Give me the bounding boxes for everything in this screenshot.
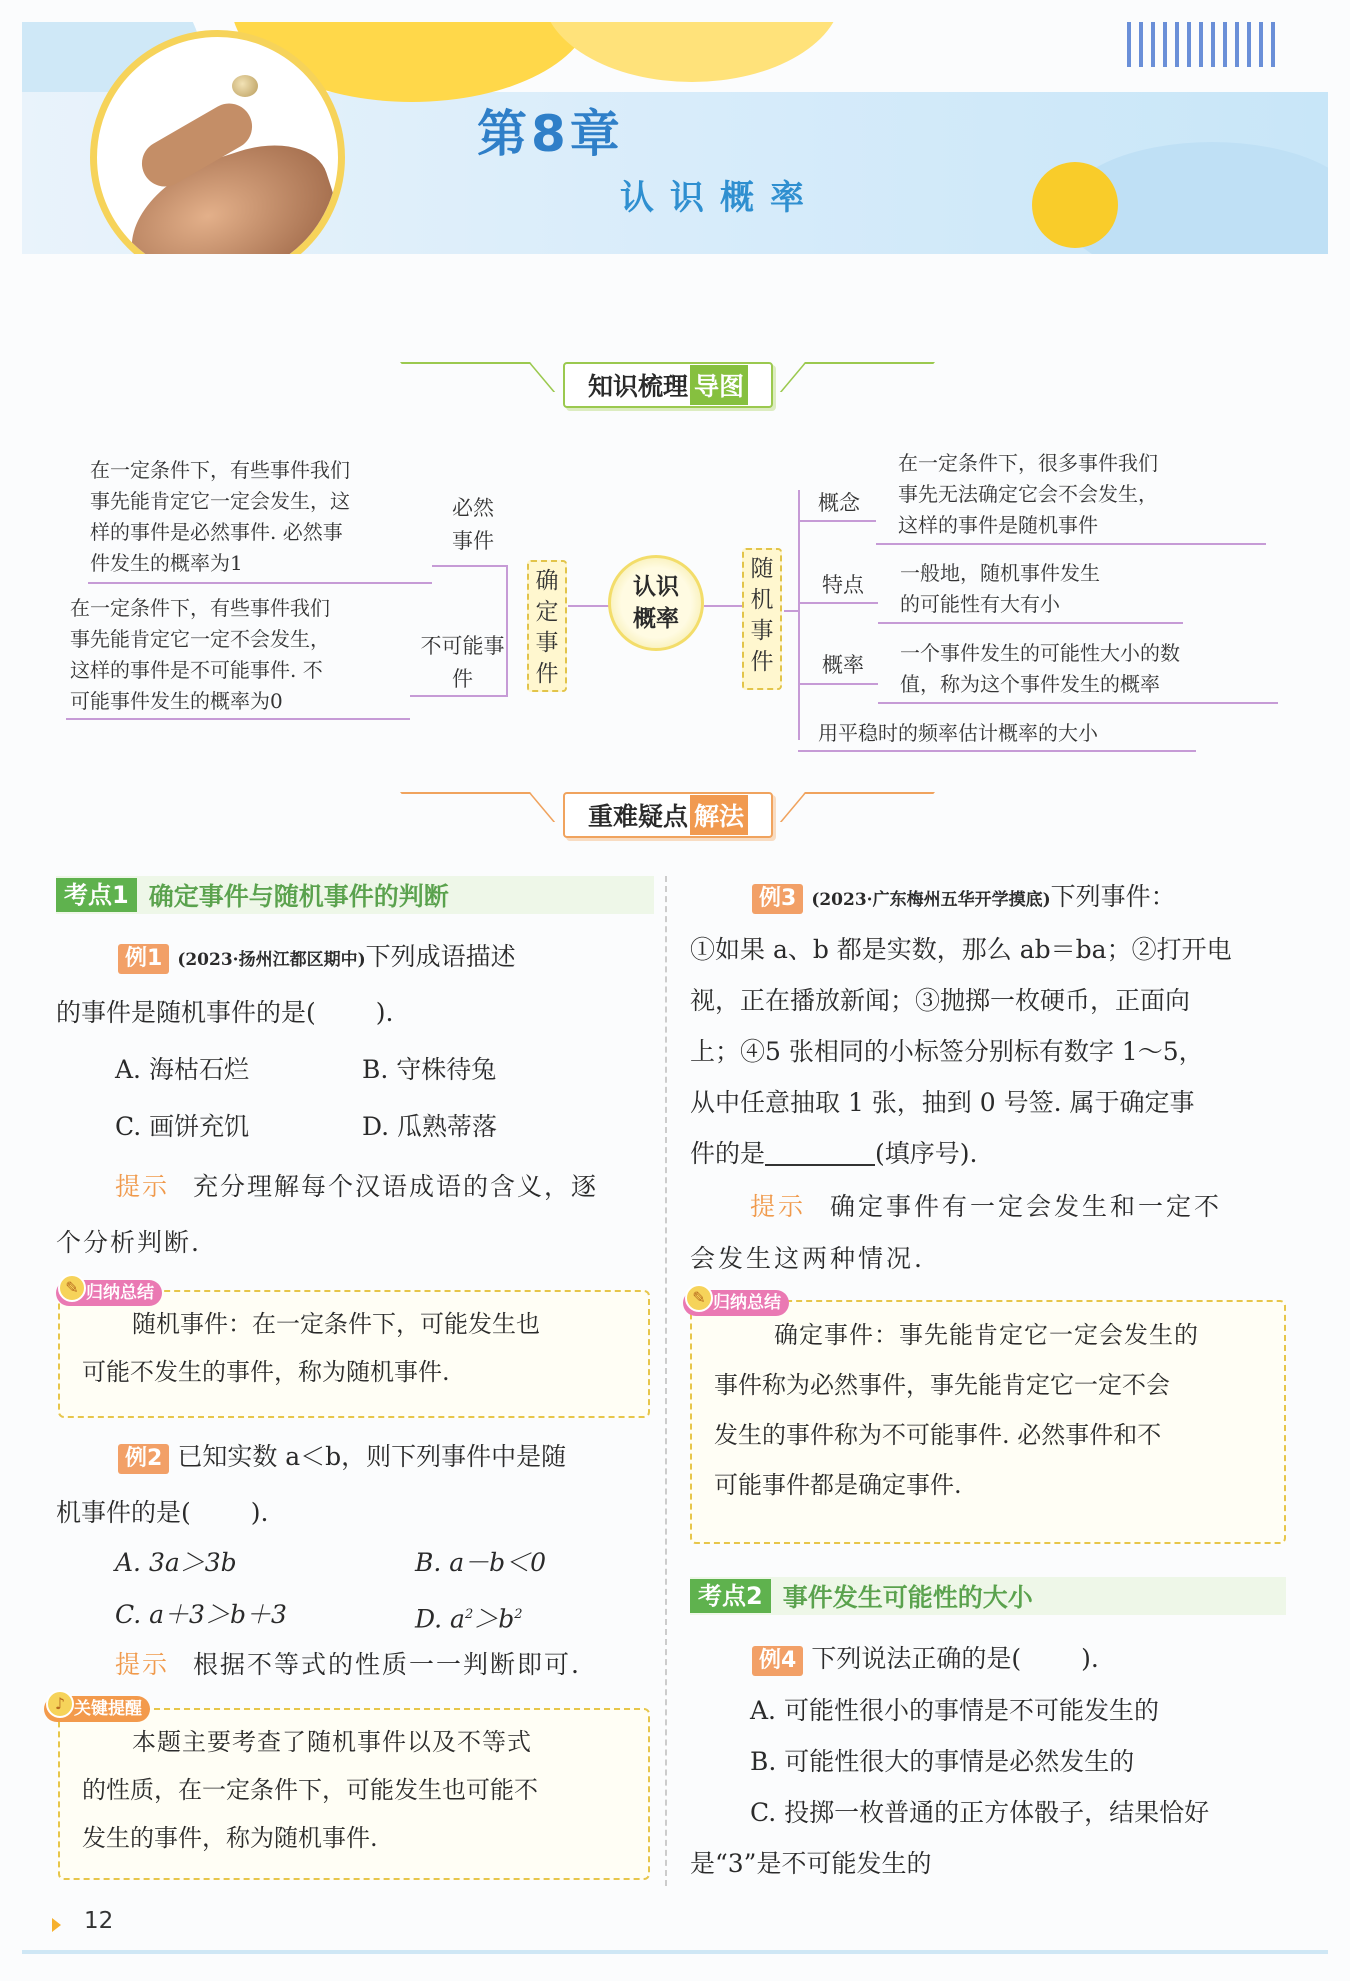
example-2-question-line1	[118, 1432, 566, 1482]
banner-line	[400, 362, 555, 392]
question-text: 机事件的是(	[56, 1498, 191, 1527]
example-1-hint-cont: 个分析判断.	[56, 1228, 201, 1257]
connector	[798, 520, 876, 522]
bell-icon: ♪	[46, 1690, 74, 1718]
example-badge: 例4	[752, 1646, 803, 1676]
section-banner-mindmap	[400, 362, 935, 412]
node-text: 确定事件	[535, 568, 559, 687]
tag-label: 关键提醒	[74, 1699, 142, 1719]
summary-text: 随机事件：在一定条件下，可能发生也	[132, 1310, 540, 1338]
question-text: 的事件是随机事件的是(	[56, 998, 316, 1027]
example-1-question-line2	[56, 988, 393, 1038]
hint-text: 确定事件有一定会发生和一定不	[830, 1192, 1223, 1221]
option-a: A. 3a＞3b	[115, 1548, 237, 1577]
question-text: ).	[250, 1498, 269, 1527]
connector	[878, 702, 1278, 704]
connector	[568, 605, 610, 607]
connector	[878, 622, 1183, 624]
probability-label: 概率	[822, 653, 864, 677]
option-c: C. 投掷一枚普通的正方体骰子，结果恰好	[750, 1798, 1210, 1827]
option-a: A. 海枯石烂	[115, 1055, 249, 1084]
text-line: 可能事件发生的概率为0	[70, 689, 283, 713]
estimate-text: 用平稳时的频率估计概率的大小	[818, 721, 1098, 745]
key-reminder-tag	[44, 1696, 150, 1722]
question-text: 下列说法正确的是(	[811, 1644, 1022, 1673]
summary-text: 确定事件：事先能肯定它一定会发生的	[774, 1321, 1199, 1349]
example-1-hint	[115, 1162, 598, 1212]
certain-event-text	[90, 455, 430, 579]
example-badge: 例2	[118, 1444, 169, 1474]
key-reminder-box	[58, 1708, 650, 1880]
question-text: (填序号).	[875, 1139, 978, 1168]
connector	[410, 695, 508, 697]
key-point-2-heading	[690, 1577, 1286, 1615]
text-line: 在一定条件下，很多事件我们	[898, 451, 1158, 475]
example-3-hint-cont: 会发生这两种情况.	[690, 1244, 925, 1273]
chapter-number: 第8章	[477, 105, 624, 163]
banner-highlight-text: 解法	[690, 795, 748, 835]
answer-blank	[765, 1136, 875, 1166]
text-line: 在一定条件下，有些事件我们	[90, 458, 350, 482]
summary-tag-1	[56, 1280, 162, 1306]
text-line: 事先能肯定它一定不会发生，	[70, 627, 330, 651]
example-3-line6	[690, 1129, 977, 1179]
question-text: 下列成语描述	[365, 942, 516, 971]
connector	[798, 683, 878, 685]
question-text: 件的是	[690, 1139, 766, 1168]
option-a: A. 可能性很小的事情是不可能发生的	[750, 1696, 1159, 1725]
banner-title	[563, 792, 773, 838]
coin-icon	[232, 75, 258, 97]
question-text: 已知实数 a＜b，则下列事件中是随	[177, 1442, 567, 1471]
feature-text	[900, 558, 1200, 620]
banner-main-text: 知识梳理	[587, 372, 688, 401]
summary-box-2	[690, 1300, 1286, 1544]
summary-text: 可能不发生的事件，称为随机事件.	[82, 1358, 450, 1386]
node-certain-events	[527, 560, 567, 692]
text-line: 这样的事件是随机事件	[898, 513, 1098, 537]
certain-event-label	[443, 492, 503, 558]
hint-label: 提示	[750, 1192, 807, 1221]
connector	[506, 565, 508, 695]
page-number: 12	[84, 1908, 114, 1934]
option-b: B. 守株待兔	[362, 1055, 497, 1084]
banner-line	[400, 792, 555, 822]
decor-sun	[1032, 162, 1118, 248]
connector	[798, 602, 878, 604]
center-node	[608, 555, 704, 651]
text-line: 这样的事件是不可能事件. 不	[70, 658, 323, 682]
connector	[798, 750, 1196, 752]
text-line: 一般地，随机事件发生	[900, 561, 1100, 585]
globe-icon: ✎	[58, 1274, 86, 1302]
example-4-question	[752, 1634, 1099, 1684]
section-banner-methods	[400, 792, 935, 842]
connector	[876, 543, 1266, 545]
tag-label: 归纳总结	[86, 1283, 154, 1303]
superscript: 2	[514, 1607, 523, 1622]
hint-text: 充分理解每个汉语成语的含义，逐	[193, 1172, 599, 1201]
impossible-event-text	[70, 593, 410, 717]
example-badge: 例1	[118, 944, 169, 974]
connector	[66, 718, 410, 720]
example-3-line2: ①如果 a、b 都是实数，那么 ab＝ba；②打开电	[690, 935, 1232, 964]
option-c-cont: 是“3”是不可能发生的	[690, 1849, 932, 1878]
connector	[432, 565, 508, 567]
example-3-line5: 从中任意抽取 1 张，抽到 0 号签. 属于确定事	[690, 1088, 1195, 1117]
node-random-events	[742, 548, 782, 690]
hint-label: 提示	[115, 1172, 170, 1201]
decor-stripes	[1127, 22, 1277, 67]
key-point-badge: 考点1	[56, 878, 137, 912]
option-d	[415, 1590, 523, 1644]
key-point-1-heading	[56, 876, 654, 914]
connector	[88, 582, 432, 584]
center-text: 认识概率	[633, 574, 679, 632]
key-point-title: 事件发生可能性的大小	[782, 1583, 1033, 1612]
option-d: D. 瓜熟蒂落	[362, 1112, 498, 1141]
probability-text	[900, 638, 1280, 700]
text-line: 的可能性有大有小	[900, 592, 1060, 616]
text-line: 样的事件是必然事件. 必然事	[90, 520, 343, 544]
hint-text: 根据不等式的性质一一判断即可.	[193, 1650, 581, 1679]
column-divider	[665, 876, 667, 1886]
reminder-text: 本题主要考查了随机事件以及不等式	[132, 1728, 532, 1756]
superscript: 2	[464, 1607, 474, 1622]
option-c: C. a＋3＞b＋3	[115, 1600, 287, 1629]
option-text: ＞b	[473, 1604, 515, 1634]
node-text: 随机事件	[750, 556, 774, 675]
banner-title	[563, 362, 773, 408]
option-c: C. 画饼充饥	[115, 1112, 250, 1141]
connector	[784, 610, 800, 612]
tag-label: 归纳总结	[713, 1293, 781, 1313]
label-text: 必然事件	[452, 496, 494, 553]
example-2-question-line2	[56, 1488, 268, 1538]
example-source: (2023·扬州江都区期中)	[177, 950, 366, 970]
example-2-hint	[115, 1640, 581, 1690]
text-line: 一个事件发生的可能性大小的数	[900, 641, 1180, 665]
example-3-line1	[752, 872, 1176, 925]
label-text: 不可能事件	[420, 634, 505, 691]
option-b: B. 可能性很大的事情是必然发生的	[750, 1747, 1135, 1776]
feature-label: 特点	[822, 573, 864, 597]
text-line: 值，称为这个事件发生的概率	[900, 672, 1160, 696]
text-line: 事先无法确定它会不会发生，	[898, 482, 1158, 506]
question-text: ).	[1081, 1644, 1099, 1673]
banner-line	[780, 792, 935, 822]
key-point-title: 确定事件与随机事件的判断	[148, 882, 449, 911]
option-text: D. a	[415, 1604, 465, 1634]
globe-icon: ✎	[685, 1284, 713, 1312]
impossible-event-label	[420, 630, 505, 696]
key-point-badge: 考点2	[690, 1579, 771, 1613]
connector	[704, 605, 742, 607]
chapter-header	[22, 22, 1328, 254]
text-line: 件发生的概率为1	[90, 551, 243, 575]
example-3-line4: 上；④5 张相同的小标签分别标有数字 1～5，	[690, 1037, 1204, 1066]
reminder-text: 的性质，在一定条件下，可能发生也可能不	[82, 1776, 538, 1804]
text-line: 事先能肯定它一定会发生，这	[90, 489, 350, 513]
reminder-text: 发生的事件，称为随机事件.	[82, 1824, 378, 1852]
example-badge: 例3	[752, 884, 803, 914]
concept-text	[898, 448, 1278, 541]
decor-blob	[542, 22, 842, 82]
connector	[798, 490, 800, 740]
option-b: B. a－b＜0	[415, 1548, 547, 1577]
example-source: (2023·广东梅州五华开学摸底)	[811, 890, 1051, 910]
banner-main-text: 重难疑点	[587, 802, 688, 831]
banner-highlight-text: 导图	[690, 365, 748, 405]
example-3-line3: 视，正在播放新闻；③抛掷一枚硬币，正面向	[690, 986, 1191, 1015]
chapter-title: 认识概率	[620, 178, 820, 218]
text-line: 在一定条件下，有些事件我们	[70, 596, 330, 620]
example-3-hint	[750, 1182, 1222, 1232]
summary-tag-2	[683, 1290, 789, 1316]
hint-label: 提示	[115, 1650, 170, 1679]
question-text: ).	[375, 998, 394, 1027]
bottom-rule	[22, 1950, 1328, 1954]
summary-text: 事件称为必然事件，事先能肯定它一定不会	[714, 1371, 1170, 1399]
question-text: 下列事件：	[1050, 882, 1176, 911]
page-arrow-icon	[52, 1918, 61, 1932]
example-1-question-line1	[118, 932, 516, 985]
summary-text: 可能事件都是确定事件.	[714, 1471, 962, 1499]
banner-line	[780, 362, 935, 392]
concept-label: 概念	[818, 491, 860, 515]
summary-box-1	[58, 1290, 650, 1418]
summary-text: 发生的事件称为不可能事件. 必然事件和不	[714, 1421, 1162, 1449]
